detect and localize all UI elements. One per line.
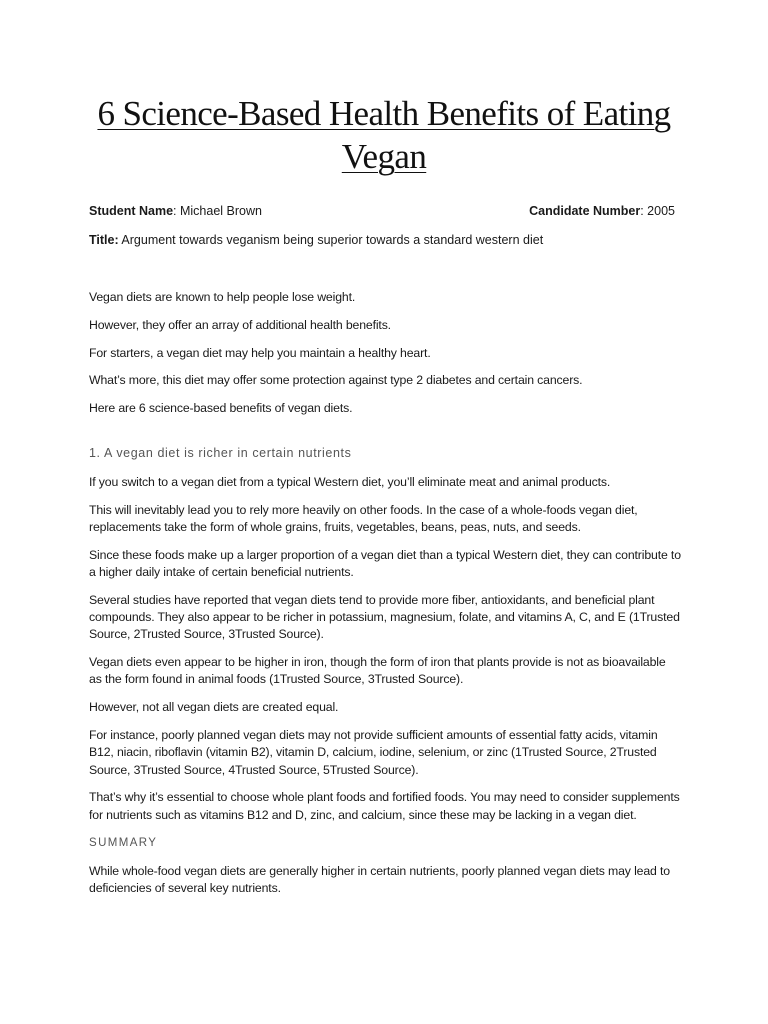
title-line-1: 6 Science-Based Health Benefits of Eating: [97, 94, 671, 133]
student-name-value: : Michael Brown: [173, 204, 262, 218]
body-paragraph: If you switch to a vegan diet from a typical Western diet, you’ll eliminate meat and animal products.: [89, 474, 611, 489]
body-paragraph: Vegan diets even appear to be higher in iron, though the form of iron that plants provide is not as bioavailable as the form found in animal foods (1Trusted Source, 3Trusted Source).: [89, 655, 666, 687]
intro-paragraph: Here are 6 science-based benefits of vegan diets.: [89, 401, 353, 416]
body-paragraph: However, not all vegan diets are created equal.: [89, 700, 339, 715]
body-paragraph: That’s why it’s essential to choose whole plant foods and fortified foods. You may need to consider supplements for nutrients such as vitamins B12 and D, zinc, and calcium, since these may be lacking in a vegan diet.: [89, 790, 680, 822]
essay-title-row: [89, 232, 679, 249]
summary-paragraph: While whole-food vegan diets are generally higher in certain nutrients, poorly planned vegan diets may lead to deficiencies of several key nutrients.: [89, 863, 670, 896]
intro-paragraph: Vegan diets are known to help people lose weight.: [89, 290, 356, 304]
essay-title-value: Argument towards veganism being superior towards a standard western diet: [118, 233, 544, 247]
intro-paragraph: What’s more, this diet may offer some protection against type 2 diabetes and certain cancers.: [89, 373, 583, 388]
student-name-label: Student Name: [89, 204, 174, 218]
section-heading: 1. A vegan diet is richer in certain nutrients: [89, 446, 352, 461]
candidate-number-value: : 2005: [640, 204, 675, 218]
document-body: [89, 289, 681, 908]
title-line-2: Vegan: [341, 137, 427, 176]
candidate-number-label: Candidate Number: [529, 204, 641, 218]
candidate-number: [529, 203, 675, 220]
body-paragraph: This will inevitably lead you to rely more heavily on other foods. In the case of a whole-foods vegan diet, replacements take the form of whole grains, fruits, vegetables, beans, peas, nuts, and seeds.: [89, 502, 638, 534]
student-name: [89, 204, 262, 218]
document-title: [60, 92, 708, 178]
body-paragraph: Since these foods make up a larger proportion of a vegan diet than a typical Western diet, they can contribute to a higher daily intake of certain beneficial nutrients.: [89, 547, 681, 579]
student-info-row: [89, 203, 675, 220]
body-paragraph: For instance, poorly planned vegan diets may not provide sufficient amounts of essential fatty acids, vitamin B12, niacin, riboflavin (vitamin B2), vitamin D, calcium, iodine, selenium, or zinc (1Trusted Source, 2Trusted Source, 3Trusted Source, 4Trusted Source, 5Trusted Source).: [89, 728, 658, 777]
intro-paragraph: However, they offer an array of additional health benefits.: [89, 317, 391, 332]
summary-label: SUMMARY: [89, 836, 158, 849]
essay-title-label: Title:: [89, 233, 119, 247]
intro-paragraph: For starters, a vegan diet may help you maintain a healthy heart.: [89, 345, 431, 360]
body-paragraph: Several studies have reported that vegan diets tend to provide more fiber, antioxidants, and beneficial plant compounds. They also appear to be richer in potassium, magnesium, folate, and vitamins A, C, and E (1Trusted Source, 2Trusted Source, 3Trusted Source).: [89, 592, 680, 642]
